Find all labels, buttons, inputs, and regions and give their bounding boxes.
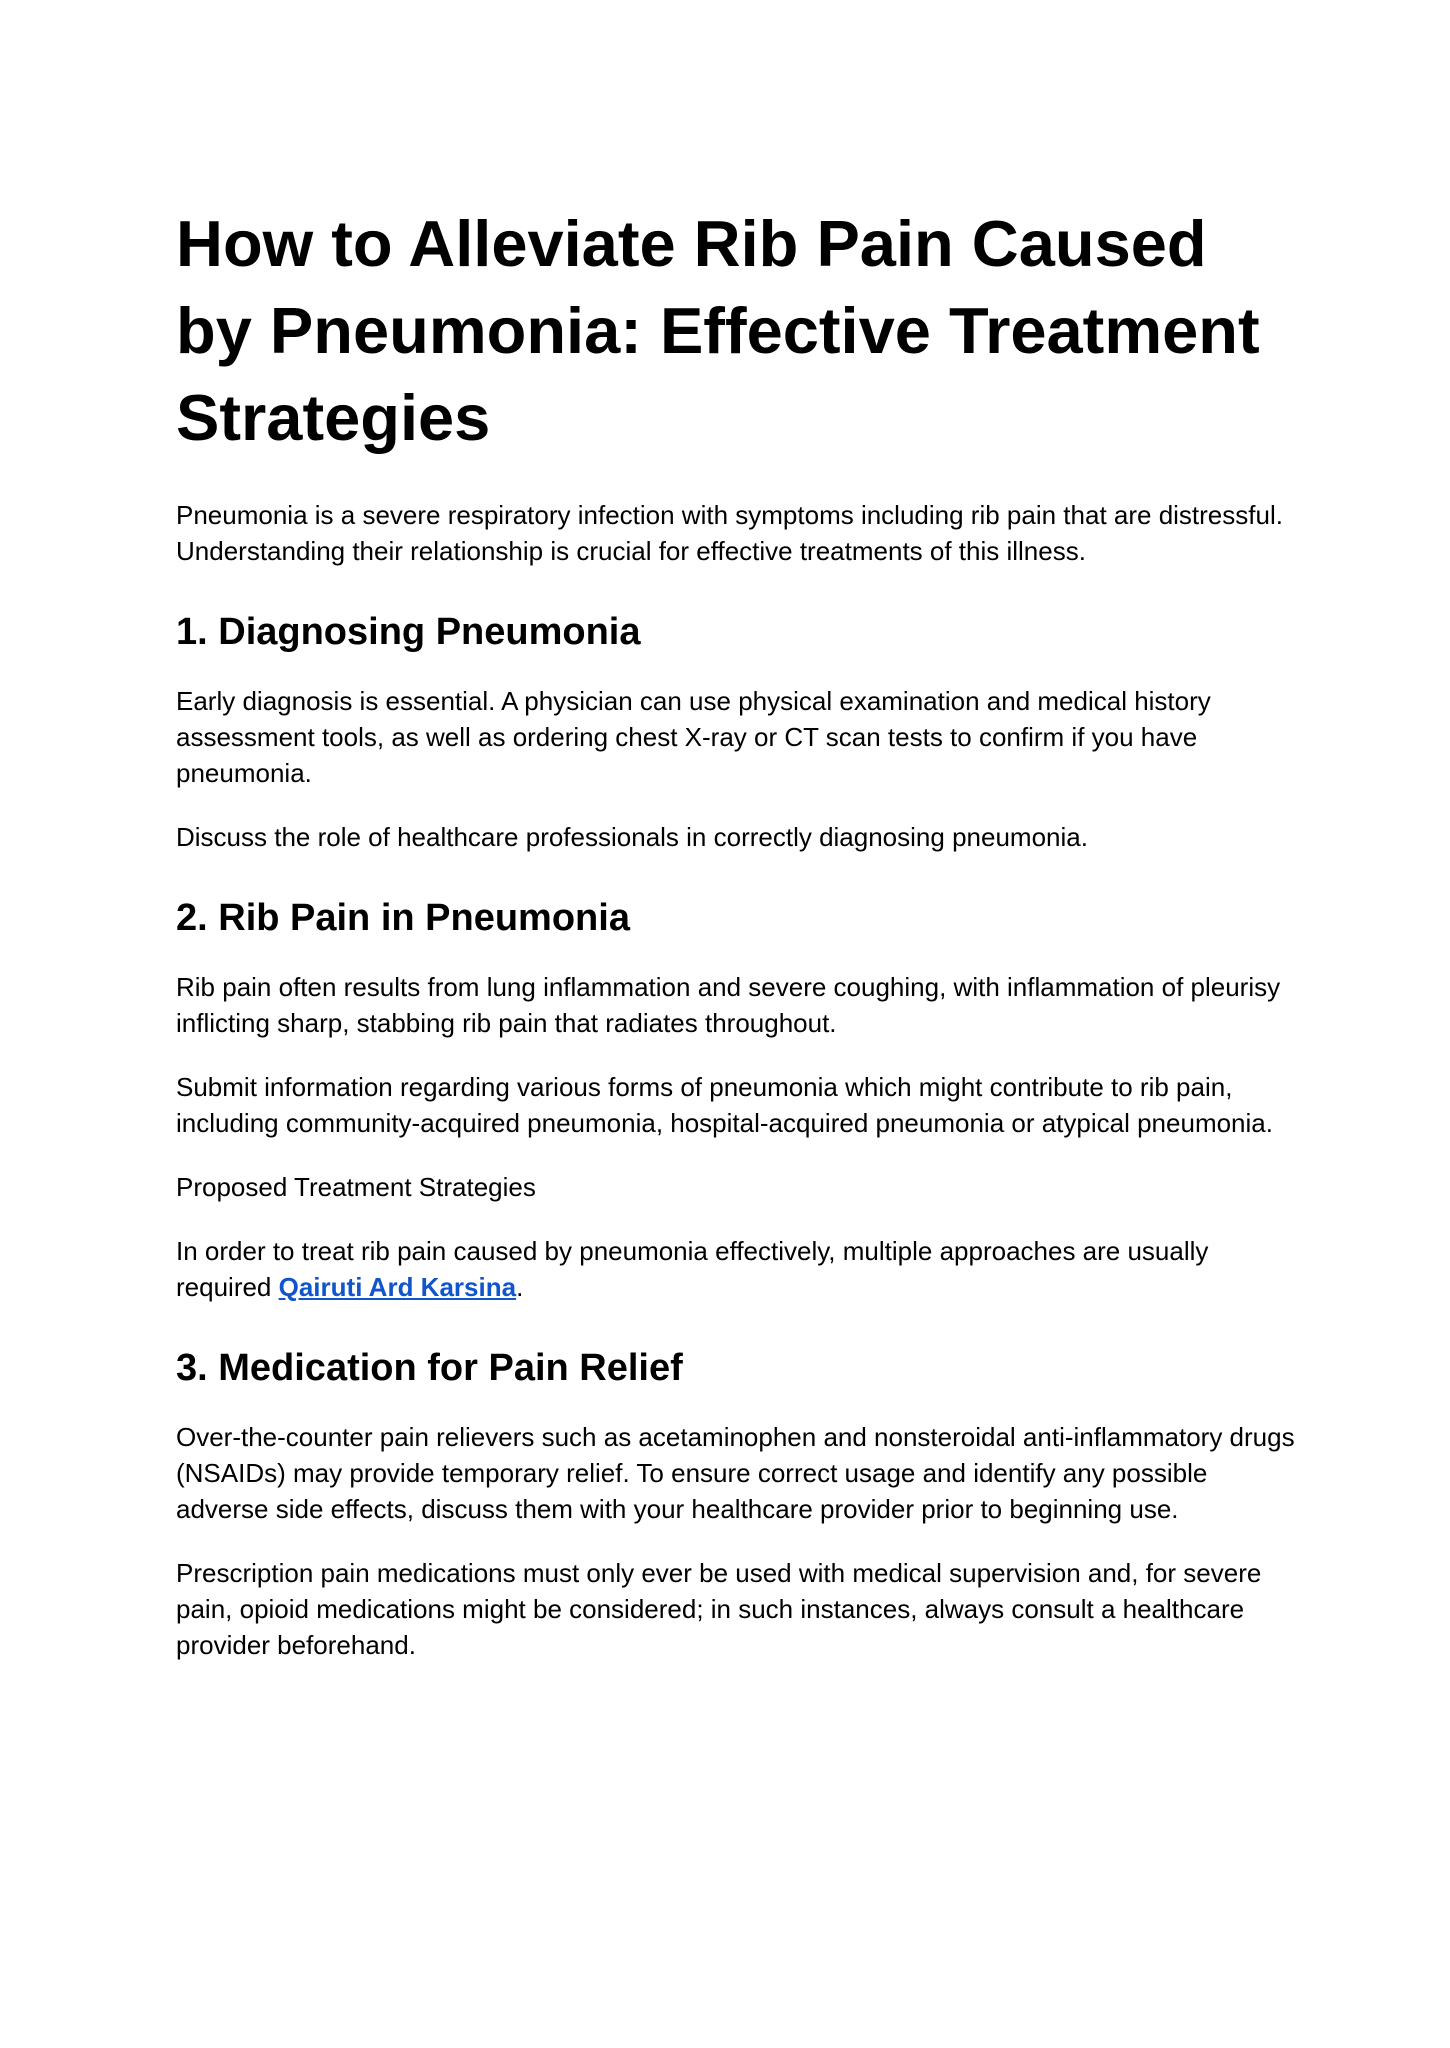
link-paragraph-after: . (516, 1272, 524, 1302)
section-heading-medication: 3. Medication for Pain Relief (176, 1347, 683, 1389)
section-2-paragraph-1: Rib pain often results from lung inflammation and severe coughing, with inflammation of pleurisy inflicting sharp, stabbing rib pain that radiates throughout. (176, 972, 1281, 1038)
section-1-paragraph-2: Discuss the role of healthcare professionals in correctly diagnosing pneumonia. (176, 822, 1088, 852)
section-3-paragraph-2: Prescription pain medications must only ever be used with medical supervision and, for severe pain, opioid medications might be considered; in such instances, always consult a healthcare provider beforehand. (176, 1558, 1262, 1660)
intro-paragraph: Pneumonia is a severe respiratory infection with symptoms including rib pain that are distressful. Understanding their relationship is crucial for effective treatments of this illness. (176, 500, 1283, 566)
section-3-paragraph-1: Over-the-counter pain relievers such as acetaminophen and nonsteroidal anti-inflammatory drugs (NSAIDs) may provide temporary relief. To ensure correct usage and identify any possible adverse side effects, discuss them with your healthcare provider prior to beginning use. (176, 1422, 1295, 1524)
link-paragraph-before: In order to treat rib pain caused by pneumonia effectively, multiple approaches are usually required (176, 1236, 1209, 1302)
section-2-subheading: Proposed Treatment Strategies (176, 1172, 536, 1202)
section-1-paragraph-1: Early diagnosis is essential. A physician can use physical examination and medical history assessment tools, as well as ordering chest X-ray or CT scan tests to confirm if you have pneumonia. (176, 686, 1211, 788)
section-2-paragraph-with-link (176, 1233, 1296, 1305)
section-heading-diagnosing: 1. Diagnosing Pneumonia (176, 611, 641, 653)
qairuti-ard-karsina-link[interactable]: Qairuti Ard Karsina (278, 1272, 517, 1302)
document-page (176, 200, 1296, 1663)
section-2-paragraph-2: Submit information regarding various forms of pneumonia which might contribute to rib pain, including community-acquired pneumonia, hospital-acquired pneumonia or atypical pneumonia. (176, 1072, 1273, 1138)
page-title: How to Alleviate Rib Pain Caused by Pneumonia: Effective Treatment Strategies (176, 207, 1260, 454)
section-heading-rib-pain: 2. Rib Pain in Pneumonia (176, 897, 630, 939)
